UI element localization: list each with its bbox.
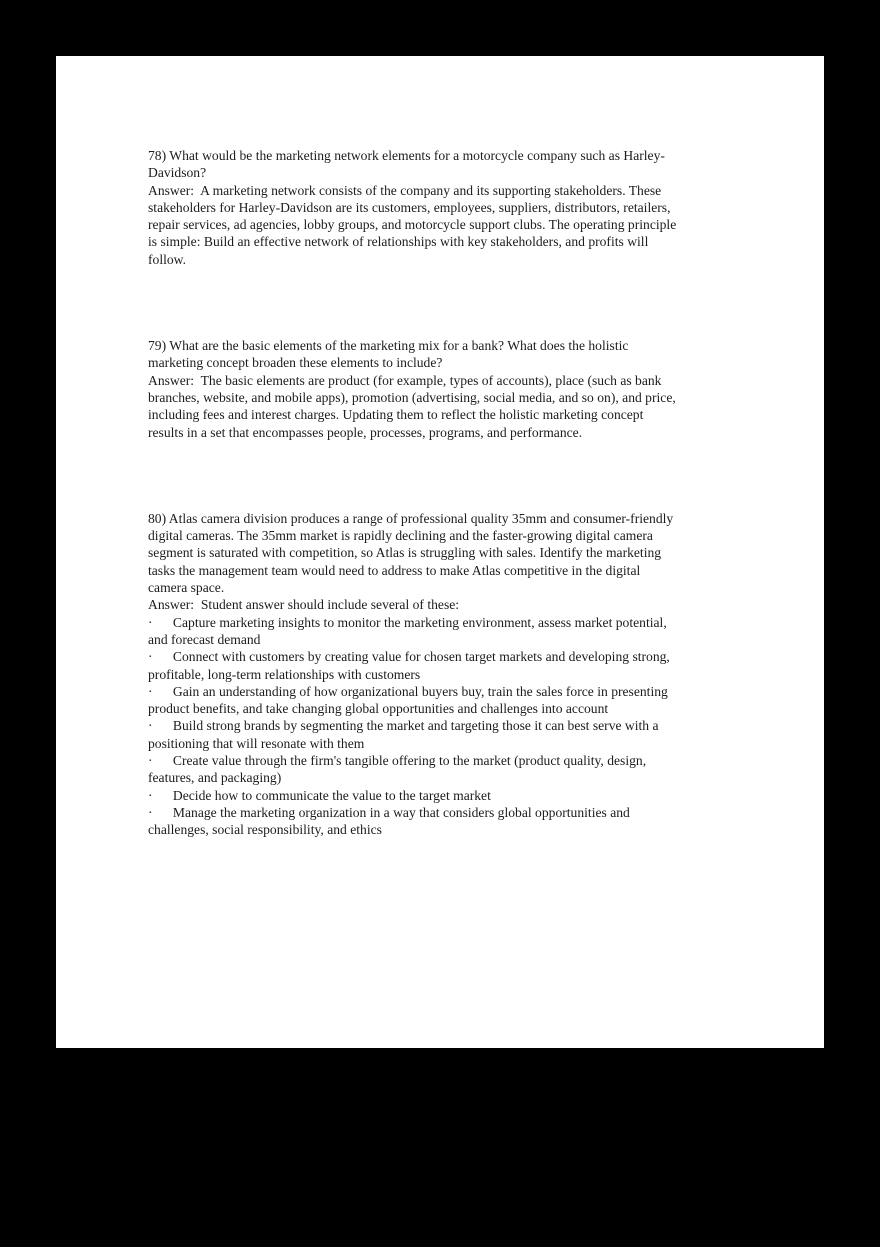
question-79-answer-line: Answer: The basic elements are product (for example, types of accounts), place (such as bank xyxy=(148,372,662,388)
question-80-line: segment is saturated with competition, so Atlas is struggling with sales. Identify the marketing xyxy=(148,545,662,561)
question-78-answer-line: follow. xyxy=(148,251,187,267)
question-78-answer-line: stakeholders for Harley-Davidson are its customers, employees, suppliers, distributors, retailers, xyxy=(148,199,671,215)
question-80-bullet-line: and forecast demand xyxy=(148,631,261,647)
question-79-answer-line: results in a set that encompasses people, processes, programs, and performance. xyxy=(148,424,583,440)
question-80-bullet-line: product benefits, and take changing global opportunities and challenges into account xyxy=(148,701,609,717)
question-80-bullet-line: · Manage the marketing organization in a way that considers global opportunities and xyxy=(148,804,630,820)
question-79-line: 79) What are the basic elements of the marketing mix for a bank? What does the holistic xyxy=(148,338,629,354)
question-80-bullet-line: · Gain an understanding of how organizational buyers buy, train the sales force in presenting xyxy=(148,683,668,699)
document-content xyxy=(148,147,744,839)
question-80-bullet-line: challenges, social responsibility, and ethics xyxy=(148,822,382,838)
question-80-block xyxy=(148,510,744,839)
question-80-answer-line: Answer: Student answer should include several of these: xyxy=(148,597,460,613)
question-80-bullet-line: · Build strong brands by segmenting the market and targeting those it can best serve with a xyxy=(148,718,659,734)
question-79-line: marketing concept broaden these elements to include? xyxy=(148,355,443,371)
document-page xyxy=(56,56,824,1048)
question-80-line: digital cameras. The 35mm market is rapidly declining and the faster-growing digital camera xyxy=(148,528,653,544)
question-78-answer-line: is simple: Build an effective network of relationships with key stakeholders, and profits will xyxy=(148,234,649,250)
question-78-answer-line: Answer: A marketing network consists of the company and its supporting stakeholders. These xyxy=(148,182,662,198)
question-78-line: 78) What would be the marketing network elements for a motorcycle company such as Harley- xyxy=(148,148,665,163)
question-79-answer-line: including fees and interest charges. Updating them to reflect the holistic marketing concept xyxy=(148,407,644,423)
question-78-line: Davidson? xyxy=(148,165,207,181)
question-80-bullet-line: · Decide how to communicate the value to the target market xyxy=(148,787,491,803)
question-80-line: 80) Atlas camera division produces a range of professional quality 35mm and consumer-friendly xyxy=(148,510,674,526)
question-79-block xyxy=(148,337,744,441)
question-80-bullet-line: features, and packaging) xyxy=(148,770,282,786)
question-80-line: tasks the management team would need to address to make Atlas competitive in the digital xyxy=(148,562,641,578)
question-78-block xyxy=(148,147,744,268)
question-80-bullet-line: profitable, long-term relationships with customers xyxy=(148,666,421,682)
question-80-bullet-line: · Connect with customers by creating value for chosen target markets and developing strong, xyxy=(148,649,670,665)
question-80-bullet-line: positioning that will resonate with them xyxy=(148,735,365,751)
question-80-line: camera space. xyxy=(148,580,225,596)
question-80-bullet-line: · Create value through the firm's tangible offering to the market (product quality, design, xyxy=(148,753,647,769)
question-79-answer-line: branches, website, and mobile apps), promotion (advertising, social media, and so on), and price, xyxy=(148,389,676,405)
question-80-bullet-line: · Capture marketing insights to monitor the marketing environment, assess market potential, xyxy=(148,614,667,630)
question-78-answer-line: repair services, ad agencies, lobby groups, and motorcycle support clubs. The operating principle xyxy=(148,217,677,233)
